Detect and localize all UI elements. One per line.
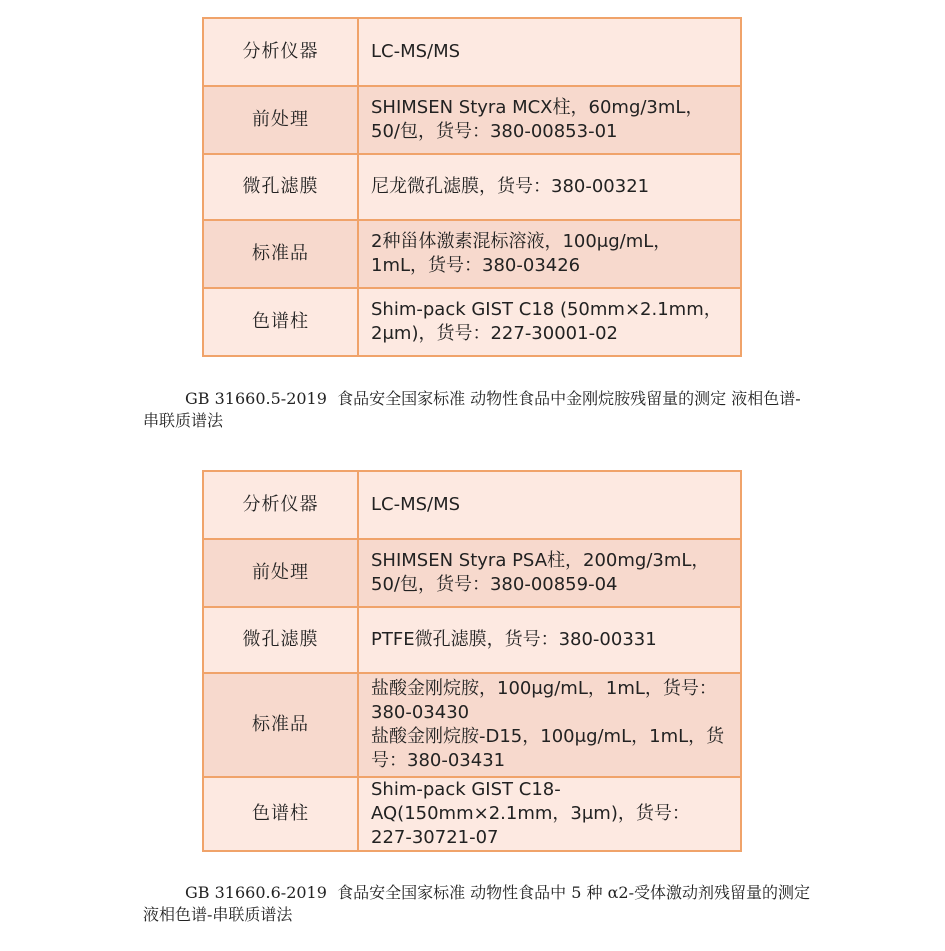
row-label: 色谱柱 xyxy=(203,777,358,851)
table-row xyxy=(203,607,741,673)
table-row xyxy=(203,86,741,154)
row-value: LC-MS/MS xyxy=(358,18,741,86)
spec-table-2 xyxy=(202,470,742,852)
row-value: SHIMSEN Styra MCX柱，60mg/3mL，50/包，货号：380-00853-01 xyxy=(358,86,741,154)
row-value: SHIMSEN Styra PSA柱，200mg/3mL，50/包，货号：380-00859-04 xyxy=(358,539,741,607)
table-row xyxy=(203,18,741,86)
row-label: 微孔滤膜 xyxy=(203,154,358,220)
row-label: 标准品 xyxy=(203,220,358,288)
table-row xyxy=(203,539,741,607)
table-row xyxy=(203,673,741,777)
table-row xyxy=(203,288,741,356)
row-value: 尼龙微孔滤膜，货号：380-00321 xyxy=(358,154,741,220)
table-row xyxy=(203,220,741,288)
row-label: 标准品 xyxy=(203,673,358,777)
row-value: 2种甾体激素混标溶液，100μg/mL，1mL，货号：380-03426 xyxy=(358,220,741,288)
row-value: Shim-pack GIST C18 (50mm×2.1mm，2μm)，货号：227-30001-02 xyxy=(358,288,741,356)
table-row xyxy=(203,471,741,539)
row-label: 前处理 xyxy=(203,539,358,607)
spec-table-1 xyxy=(202,17,742,357)
row-value: LC-MS/MS xyxy=(358,471,741,539)
row-value xyxy=(358,673,741,777)
row-label: 前处理 xyxy=(203,86,358,154)
row-label: 分析仪器 xyxy=(203,471,358,539)
table-caption-2: GB 31660.6-2019 食品安全国家标准 动物性食品中 5 种 α2-受体激动剂残留量的测定 液相色谱-串联质谱法 xyxy=(143,883,816,924)
table-caption-1: GB 31660.5-2019 食品安全国家标准 动物性食品中金刚烷胺残留量的测定 液相色谱-串联质谱法 xyxy=(143,389,801,430)
value-line: 盐酸金刚烷胺-D15，100μg/mL，1mL，货号：380-03431 xyxy=(371,726,725,771)
row-label: 微孔滤膜 xyxy=(203,607,358,673)
row-value: Shim-pack GIST C18-AQ(150mm×2.1mm，3μm)，货号：227-30721-07 xyxy=(358,777,741,851)
value-line: 盐酸金刚烷胺，100μg/mL，1mL，货号：380-03430 xyxy=(371,678,717,723)
table-row xyxy=(203,154,741,220)
row-value: PTFE微孔滤膜，货号：380-00331 xyxy=(358,607,741,673)
row-label: 分析仪器 xyxy=(203,18,358,86)
table-row xyxy=(203,777,741,851)
row-label: 色谱柱 xyxy=(203,288,358,356)
